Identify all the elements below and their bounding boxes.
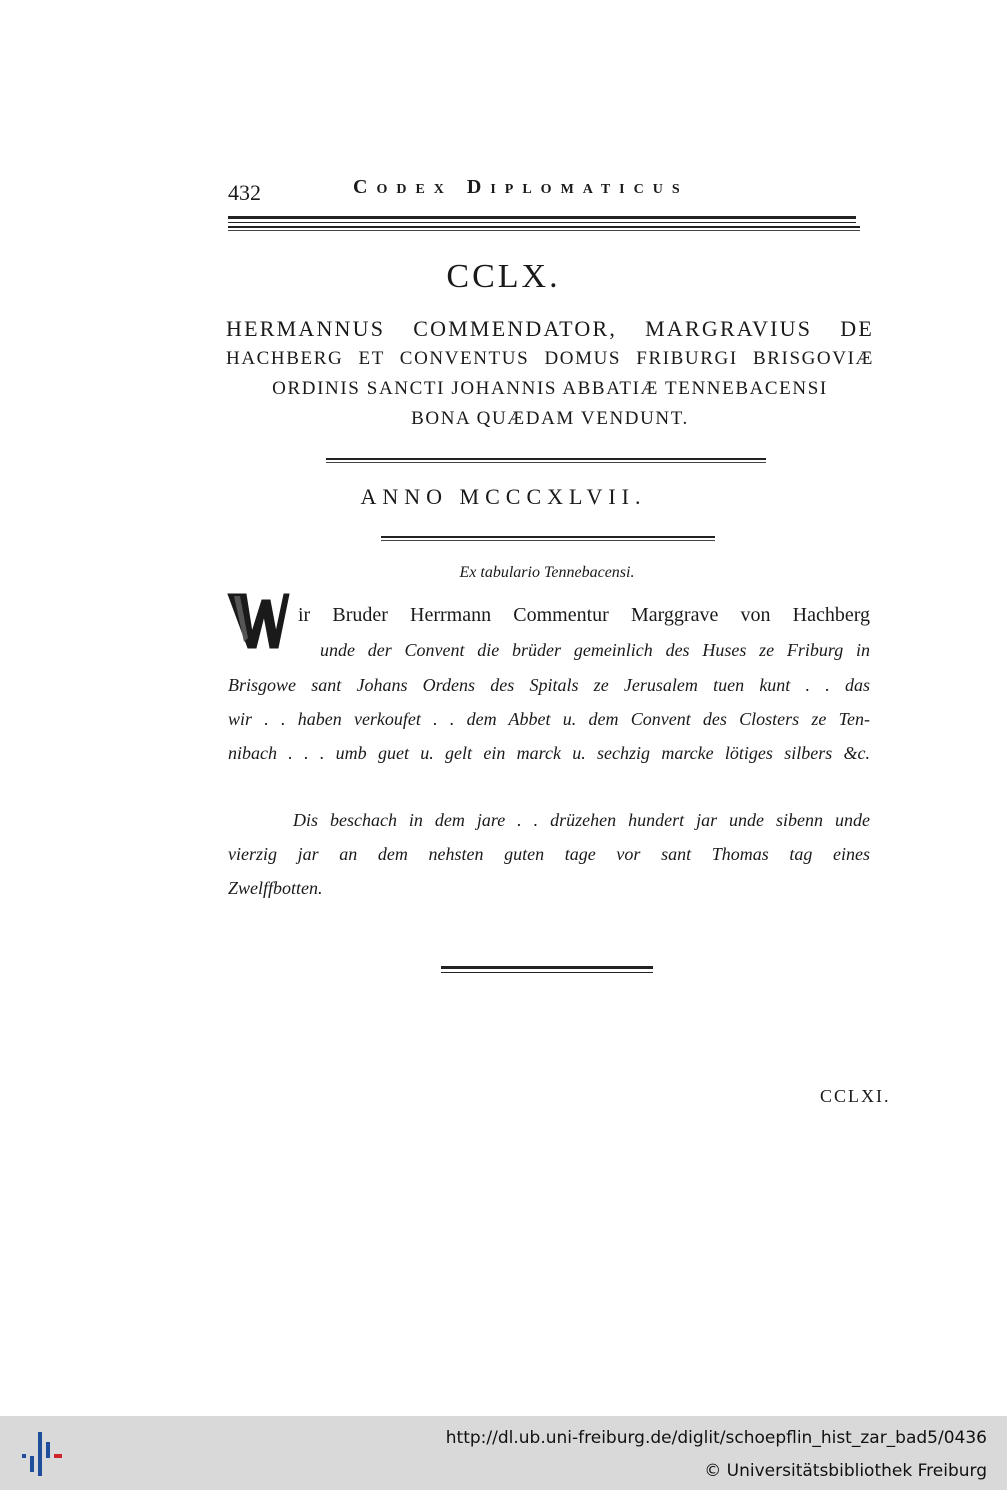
first-text-line: ir Bruder Herrmann Commentur Marggrave von Hachberg <box>298 604 870 626</box>
footer-url[interactable]: http://dl.ub.uni-freiburg.de/diglit/schoepflin_hist_zar_bad5/0436 <box>445 1428 987 1448</box>
ub-freiburg-logo-icon <box>22 1430 64 1478</box>
document-number: CCLX. <box>446 258 561 295</box>
body-line: wir . . haben verkoufet . . dem Abbet u. dem Convent des Closters ze Ten- <box>228 709 870 729</box>
title-line: HACHBERG ET CONVENTUS DOMUS FRIBURGI BRISGOVIÆ <box>226 348 874 369</box>
title-line: HERMANNUS COMMENDATOR, MARGRAVIUS DE <box>226 316 874 341</box>
end-ornament-rule <box>441 966 653 973</box>
body-line: Zwelffbotten. <box>228 878 323 898</box>
page-number: 432 <box>228 180 261 205</box>
source-note: Ex tabulario Tennebacensi. <box>459 564 635 581</box>
header-rule-lower <box>228 226 860 231</box>
body-line: unde der Convent die brüder gemeinlich des Huses ze Friburg in <box>320 640 870 660</box>
body-line: nibach . . . umb guet u. gelt ein marck u. sechzig marcke lötiges silbers &c. <box>228 743 870 763</box>
title-line: BONA QUÆDAM VENDUNT. <box>411 408 689 429</box>
anno-heading: ANNO MCCCXLVII. <box>360 484 647 509</box>
running-head: Codex Diplomaticus <box>353 176 689 198</box>
next-document-number: CCLXI. <box>820 1086 891 1106</box>
body-line: Brisgowe sant Johans Ordens des Spitals ze Jerusalem tuen kunt . . das <box>228 675 870 695</box>
body-line: Dis beschach in dem jare . . drüzehen hundert jar unde sibenn unde <box>293 810 870 830</box>
dropcap-w-icon <box>226 590 290 650</box>
title-line: ORDINIS SANCTI JOHANNIS ABBATIÆ TENNEBACENSI <box>272 378 828 399</box>
page-header <box>228 176 858 206</box>
body-line: vierzig jar an dem nehsten guten tage vor sant Thomas tag eines <box>228 844 870 864</box>
header-rule <box>228 216 856 223</box>
title-rule <box>326 458 766 463</box>
footer-bar <box>0 1416 1007 1490</box>
footer-copyright: © Universitätsbibliothek Freiburg <box>704 1461 987 1481</box>
document-title <box>226 314 874 434</box>
anno-rule <box>381 536 715 541</box>
